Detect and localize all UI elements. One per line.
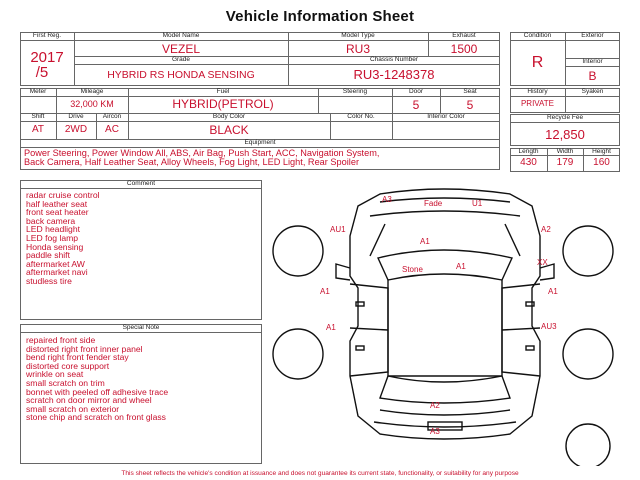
fuel-label: Fuel [216,88,230,95]
recycle-label: Recycle Fee [546,114,584,121]
drive-value: 2WD [64,124,88,135]
list-item: bonnet with peeled off adhesive trace [26,386,169,397]
mileage-value: 32,000 KM [70,99,114,109]
exterior-label: Exterior [581,32,604,39]
list-item: small scratch on exterior [26,403,120,414]
damage-mark: U1 [472,199,483,208]
mileage-label: Mileage [80,88,104,95]
list-item: repaired front side [26,335,96,345]
body-color-label: Body Color [212,113,246,120]
list-item: small scratch on trim [26,377,105,388]
syaken-label: Syaken [581,88,604,95]
roof [388,280,502,376]
list-item: radar cruise control [26,190,100,200]
steering-label: Steering [342,88,368,95]
spare-wheel [566,424,610,466]
condition-value: R [531,54,544,71]
damage-mark: A1 [548,287,558,296]
condition-label: Condition [523,32,552,39]
damage-mark: A3 [430,427,440,436]
damage-mark: A1 [326,323,336,332]
list-item: stone chip and scratch on front glass [26,412,166,423]
car-body-outline [350,189,540,439]
damage-mark: A1 [420,237,430,246]
windshield [378,250,512,280]
height-label: Height [592,148,611,155]
rear-window [380,376,510,403]
damage-mark: A1 [456,262,466,271]
color-no-label: Color No. [347,113,375,120]
car-damage-diagram [270,176,620,466]
comment-label: Comment [126,180,156,187]
door-label: Door [408,88,424,95]
model-type-value: RU3 [345,42,370,56]
list-item: bend right front fender stay [26,352,129,363]
interior-color-label: Interior Color [427,113,465,120]
model-name-label: Model Name [162,32,200,39]
damage-mark: Stone [402,265,423,274]
damage-mark: XX [537,258,548,267]
list-item: studless tire [26,275,72,286]
list-item: distorted right front inner panel [26,343,143,354]
length-value: 430 [520,157,537,168]
history-value: PRIVATE [520,99,555,108]
model-type-label: Model Type [341,32,375,39]
list-item: back camera [26,215,76,226]
aircon-label: Aircon [102,113,122,120]
damage-mark: A2 [541,225,551,234]
damage-mark: A2 [430,401,440,410]
wheel-front-right [563,226,613,276]
equipment-line-1: Power Steering, Power Window All, ABS, Air Bag, Push Start, ACC, Navigation System, [24,148,380,158]
list-item: half leather seat [26,198,88,209]
wheel-front-left [273,226,323,276]
list-item: LED fog lamp [26,232,79,243]
list-item: aftermarket AW [26,258,85,269]
aircon-value: AC [105,124,119,135]
fuel-value: HYBRID(PETROL) [172,97,274,111]
damage-mark: AU3 [541,322,557,331]
exhaust-label: Exhaust [452,32,476,39]
wheel-rear-right [563,329,613,379]
body-color-value: BLACK [209,123,249,137]
list-item: scratch on door mirror and wheel [26,395,152,406]
chassis-label: Chassis Number [369,56,419,63]
disclaimer-footer: This sheet reflects the vehicle's condition at issuance and does not guarantee its current state, functionality, or suitability for any purpose [121,470,519,477]
model-name-value: VEZEL [161,42,200,56]
special-note-list [26,336,168,422]
equipment-line-2: Back Camera, Half Leather Seat, Alloy Wheels, Fog Light, LED Light, Rear Spoiler [24,157,359,167]
shift-label: Shift [31,113,45,120]
seat-value: 5 [466,98,474,112]
height-value: 160 [593,157,610,168]
damage-mark: Fade [424,199,443,208]
door-value: 5 [412,98,420,112]
list-item: paddle shift [26,250,70,261]
damage-mark: A3 [382,195,392,204]
shift-value: AT [31,124,45,135]
seat-label: Seat [463,88,477,95]
list-item: aftermarket navi [26,267,88,278]
grade-label: Grade [171,56,191,63]
length-label: Length [518,148,539,155]
history-label: History [527,88,548,95]
grade-value: HYBRID RS HONDA SENSING [107,69,255,81]
interior-value: B [588,69,597,83]
first-reg-label: First Reg. [32,32,62,39]
first-reg-year: 2017 [30,49,64,66]
list-item: front seat heater [26,207,89,218]
equipment-label: Equipment [244,139,276,146]
damage-mark: AU1 [330,225,346,234]
width-value: 179 [556,157,574,168]
recycle-value: 12,850 [545,127,585,142]
exhaust-value: 1500 [450,42,478,56]
sheet-title: Vehicle Information Sheet [225,8,415,25]
list-item: wrinkle on seat [26,369,84,380]
special-note-label: Special Note [122,324,160,331]
drive-label: Drive [68,113,84,120]
interior-label: Interior [582,58,603,65]
width-label: Width [556,148,574,155]
list-item: LED headlight [26,224,80,235]
list-item: distorted core support [26,360,110,371]
list-item: Honda sensing [26,241,84,252]
chassis-value: RU3-1248378 [353,67,435,82]
meter-label: Meter [29,88,47,95]
comment-list [26,191,100,286]
damage-mark: A1 [320,287,330,296]
first-reg-month: /5 [35,64,49,81]
wheel-rear-left [273,329,323,379]
